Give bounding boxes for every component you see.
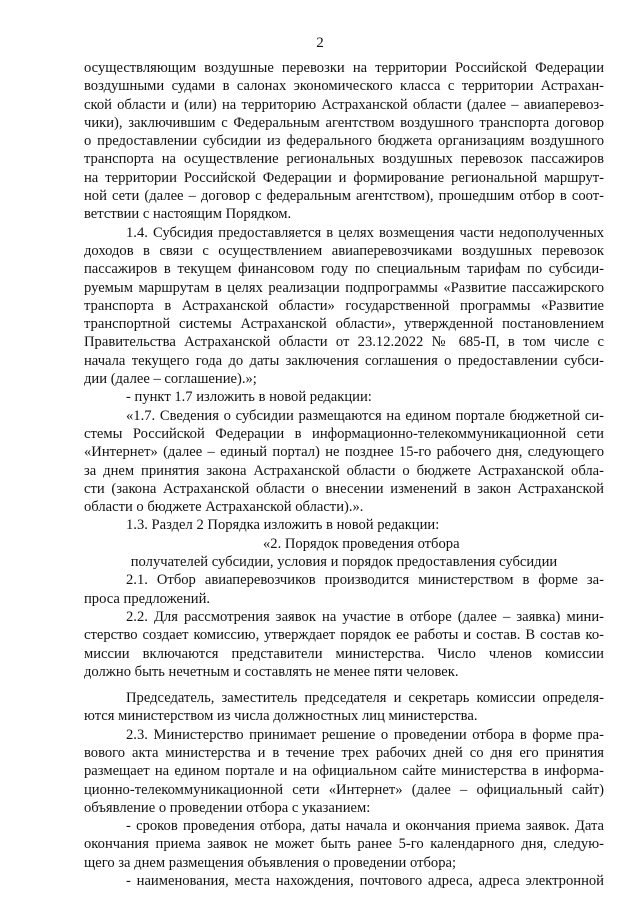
text-line: ской области и (или) на территорию Астраханской области (далее – авиаперевоз- xyxy=(84,96,604,113)
text-line: «Интернет» (далее – единый портал) не позднее 15-го рабочего дня, следующего xyxy=(84,444,604,461)
list-item-deadlines-first-line: - сроков проведения отбора, даты начала и окончания приема заявок. Дата xyxy=(126,818,604,835)
text-line: доходов в связи с осуществлением авиаперевозчиками воздушных перевозок xyxy=(84,242,604,259)
text-line: вового акта министерства и в течение трех рабочих дней со дня его принятия xyxy=(84,744,604,761)
text-line: начала текущего года до даты заключения соглашения о предоставлении субси- xyxy=(84,352,604,369)
text-line: сти (закона Астраханской области о внесении изменений в закон Астраханской xyxy=(84,480,604,497)
paragraph-1-4-first-line: 1.4. Субсидия предоставляется в целях возмещения части недополученных xyxy=(126,224,604,241)
section-2-title: «2. Порядок проведения отбора xyxy=(263,535,460,552)
list-item-names-first-line: - наименования, места нахождения, почтового адреса, адреса электронной xyxy=(126,873,604,890)
paragraph-chair-first-line: Председатель, заместитель председателя и секретарь комиссии определя- xyxy=(126,690,604,707)
text-line: ционно-телекоммуникационной сети «Интернет» (далее – официальный сайт) xyxy=(84,781,604,798)
text-line: Правительства Астраханской области от 23.12.2022 № 685-П, в том числе с xyxy=(84,334,604,351)
paragraph-2-2-first-line: 2.2. Для рассмотрения заявок на участие в отборе (далее – заявка) мини- xyxy=(126,608,604,625)
item-1-3-heading: 1.3. Раздел 2 Порядка изложить в новой редакции: xyxy=(126,517,440,534)
text-line: проса предложений. xyxy=(84,590,211,607)
paragraph-2-1-first-line: 2.1. Отбор авиаперевозчиков производится министерством в форме за- xyxy=(126,572,604,589)
text-line: транспорта в Астраханской области» государственной программы «Развитие xyxy=(84,297,604,314)
text-line: стемы Российской Федерации в информационно-телекоммуникационной сети xyxy=(84,425,604,442)
text-line: транспорта на осуществление региональных воздушных перевозок пассажиров xyxy=(84,151,604,168)
text-line: щего за днем размещения объявления о проведении отбора; xyxy=(84,854,457,871)
item-1-7-heading: - пункт 1.7 изложить в новой редакции: xyxy=(126,389,372,406)
text-line: руемым маршрутам в целях реализации подпрограммы «Развитие пассажирского xyxy=(84,279,604,296)
paragraph-1-7-first-line: «1.7. Сведения о субсидии размещаются на едином портале бюджетной си- xyxy=(126,407,604,424)
text-line: пассажиров в текущем финансовом году по специальным тарифам по субсиди- xyxy=(84,261,604,278)
page-number: 2 xyxy=(316,35,324,51)
text-line: за днем принятия закона Астраханской области о бюджете Астраханской обла- xyxy=(84,462,604,479)
text-line: на территории Российской Федерации и формирование региональной маршрут- xyxy=(84,169,604,186)
text-line: транспортной системы Астраханской области», утвержденной постановлением xyxy=(84,316,604,333)
text-line: миссии включаются представители министерства. Число членов комиссии xyxy=(84,645,604,662)
text-line: ной сети (далее – договор с федеральным агентством), прошедшим отбор в соот- xyxy=(84,188,604,205)
text-line: стерство создает комиссию, утверждает порядок ее работы и состав. В состав ко- xyxy=(84,627,604,644)
text-line: объявление о проведении отбора с указанием: xyxy=(84,799,371,816)
section-2-subtitle: получателей субсидии, условия и порядок предоставления субсидии xyxy=(130,554,558,571)
document-body xyxy=(84,59,604,890)
text-line: чики), заключившим с Федеральным агентством воздушного транспорта договор xyxy=(84,114,604,131)
text-line: о предоставлении субсидии из федерального бюджета организациям воздушного xyxy=(84,133,604,150)
paragraph-gap xyxy=(84,681,604,689)
paragraph-2-3-first-line: 2.3. Министерство принимает решение о проведении отбора в форме пра- xyxy=(126,726,604,743)
text-line: дии (далее – соглашение).»; xyxy=(84,371,257,388)
text-line: области о бюджете Астраханской области).». xyxy=(84,499,364,516)
text-line: окончания приема заявок не может быть ранее 5-го календарного дня, следую- xyxy=(84,836,604,853)
text-line: ветствии с настоящим Порядком. xyxy=(84,206,292,223)
text-line: осуществляющим воздушные перевозки на территории Российской Федерации xyxy=(84,60,604,76)
text-line: размещает на едином портале и на официальном сайте министерства в информа- xyxy=(84,763,604,780)
text-line: должно быть нечетным и составлять не менее пяти человек. xyxy=(84,663,459,680)
text-line: ются министерством из числа должностных лиц министерства. xyxy=(84,708,478,725)
text-line: воздушными судами в салонах экономического класса с территории Астрахан- xyxy=(84,78,604,95)
